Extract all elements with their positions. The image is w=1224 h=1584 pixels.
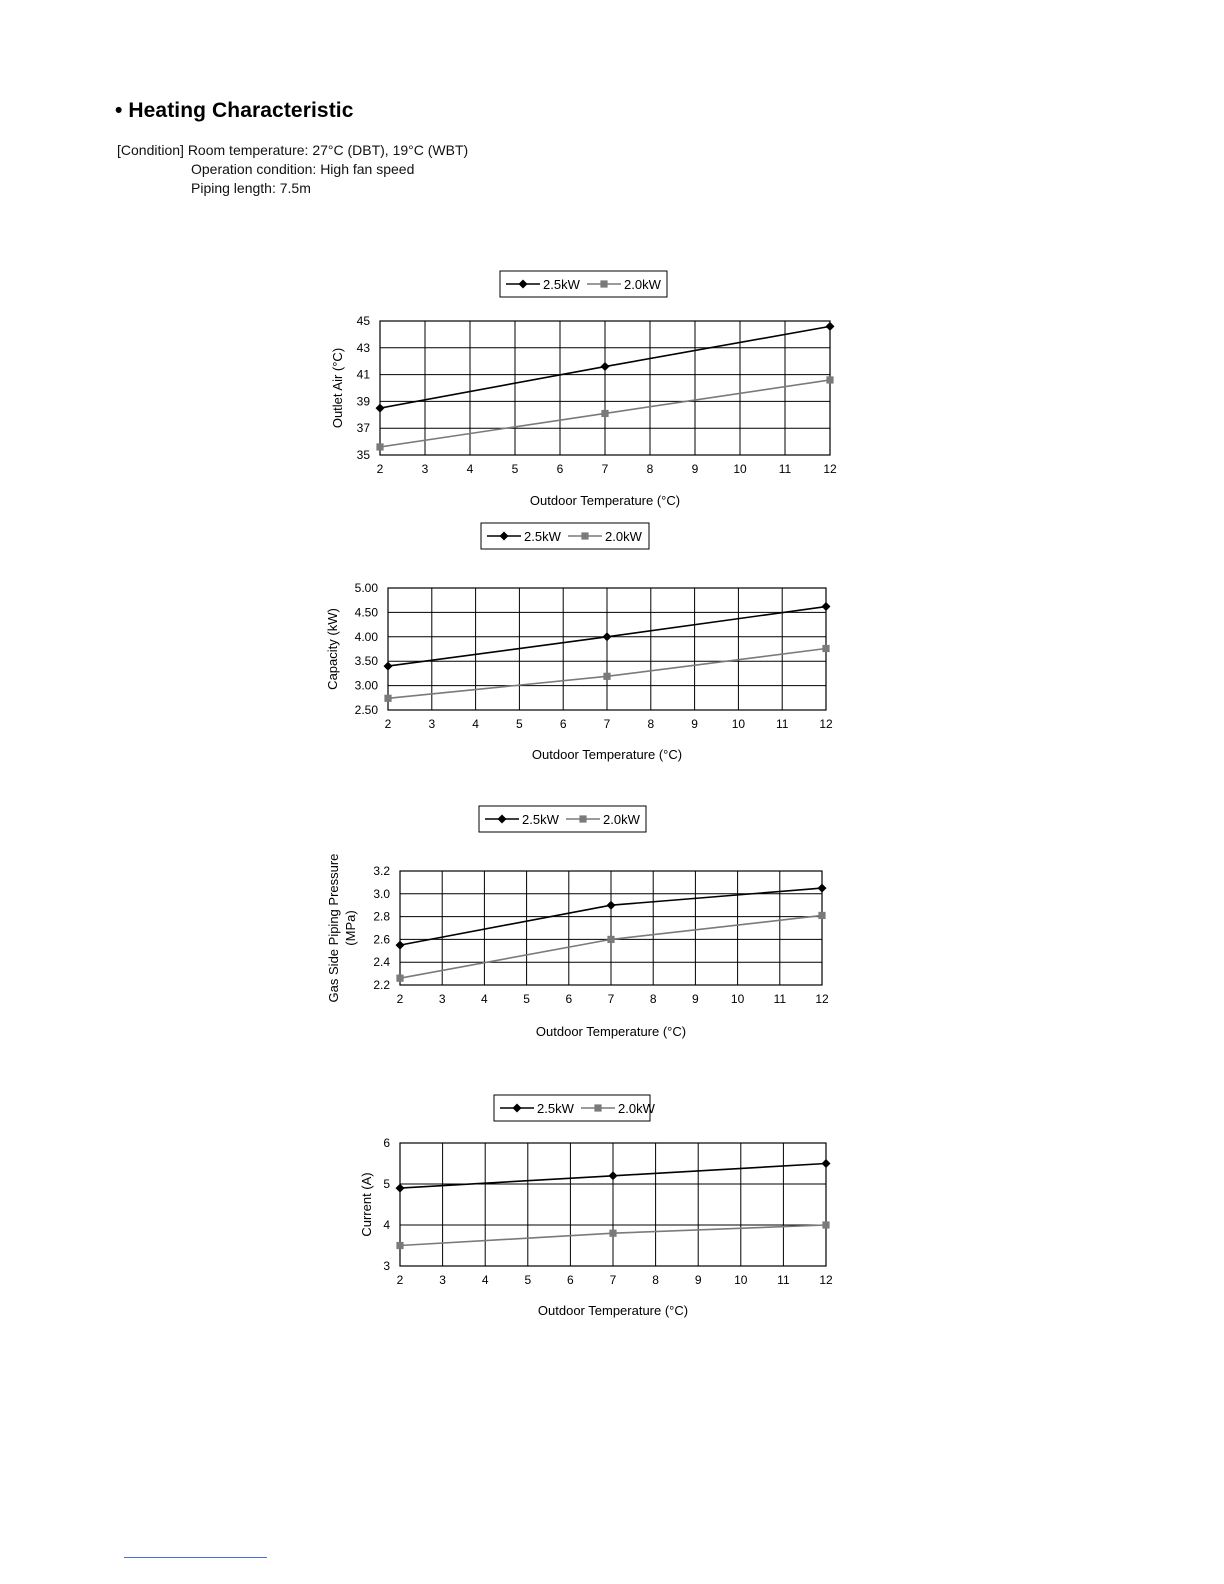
- x-tick-label: 12: [819, 1273, 833, 1287]
- x-tick-label: 7: [607, 992, 615, 1006]
- y-tick-label: 5.00: [354, 581, 378, 595]
- data-point-2-5kw: [376, 404, 385, 413]
- data-point-2-5kw: [609, 1171, 618, 1180]
- x-tick-label: 10: [734, 1273, 748, 1287]
- x-tick-label: 5: [516, 717, 523, 731]
- legend-square-marker: [579, 815, 586, 822]
- y-axis-title: Current (A): [359, 1172, 374, 1237]
- data-point-2-0kw: [607, 936, 614, 943]
- x-tick-label: 5: [524, 1273, 532, 1287]
- y-axis-title-unit: (MPa): [343, 910, 358, 946]
- capacity-chart: [0, 520, 1224, 785]
- y-tick-label: 2.4: [373, 955, 390, 970]
- legend-label: 2.5kW: [543, 277, 580, 292]
- grid: [380, 321, 830, 455]
- x-tick-label: 6: [559, 717, 567, 731]
- legend-label: 2.0kW: [603, 812, 640, 827]
- x-tick-label: 6: [567, 1273, 574, 1287]
- legend: [494, 1095, 656, 1121]
- data-point-2-0kw: [822, 645, 829, 652]
- x-tick-label: 8: [649, 992, 657, 1006]
- condition-operation: Operation condition: High fan speed: [191, 161, 415, 177]
- x-axis-title: Outdoor Temperature (°C): [529, 493, 681, 508]
- y-tick-label: 2.8: [373, 909, 390, 924]
- legend-label: 2.5kW: [522, 812, 559, 827]
- x-tick-label: 12: [823, 462, 837, 476]
- y-tick-label: 4: [383, 1218, 390, 1232]
- data-point-2-0kw: [384, 695, 391, 702]
- legend: [500, 271, 667, 297]
- x-tick-label: 5: [511, 462, 519, 476]
- data-point-2-0kw: [601, 410, 608, 417]
- x-tick-label: 10: [733, 462, 747, 476]
- y-tick-label: 6: [383, 1136, 390, 1150]
- data-point-2-5kw: [396, 941, 405, 950]
- data-point-2-5kw: [607, 901, 616, 910]
- x-tick-label: 5: [523, 992, 530, 1006]
- y-tick-label: 3.2: [373, 864, 390, 878]
- x-tick-label: 3: [439, 1273, 446, 1287]
- y-tick-label: 43: [356, 340, 370, 355]
- legend-label: 2.0kW: [618, 1101, 655, 1116]
- x-tick-label: 6: [565, 992, 573, 1006]
- data-point-2-0kw: [826, 376, 833, 383]
- legend-square-marker: [600, 280, 607, 287]
- legend-square-marker: [581, 532, 588, 539]
- x-tick-label: 11: [775, 717, 789, 731]
- data-point-2-5kw: [601, 362, 610, 371]
- x-axis-title: Outdoor Temperature (°C): [535, 1024, 687, 1039]
- legend: [481, 523, 649, 549]
- condition-piping-length: Piping length: 7.5m: [191, 180, 311, 196]
- x-tick-label: 11: [778, 462, 792, 476]
- data-point-2-0kw: [396, 975, 403, 982]
- data-point-2-0kw: [396, 1242, 403, 1249]
- x-tick-label: 4: [466, 462, 474, 476]
- y-tick-label: 45: [356, 314, 370, 328]
- data-point-2-0kw: [603, 673, 610, 680]
- legend-label: 2.0kW: [605, 529, 642, 544]
- y-tick-label: 3: [383, 1259, 390, 1273]
- data-point-2-0kw: [818, 912, 825, 919]
- x-tick-label: 3: [421, 462, 429, 476]
- y-tick-label: 2.2: [373, 978, 390, 992]
- x-tick-label: 2: [376, 462, 384, 476]
- data-point-2-5kw: [396, 1184, 405, 1193]
- x-tick-label: 8: [647, 717, 655, 731]
- legend-label: 2.5kW: [524, 529, 561, 544]
- x-tick-label: 9: [692, 992, 699, 1006]
- x-tick-label: 3: [428, 717, 436, 731]
- x-tick-label: 12: [819, 717, 833, 731]
- y-axis-title: Gas Side Piping Pressure: [326, 853, 341, 1003]
- grid: [400, 871, 822, 985]
- x-tick-label: 4: [481, 992, 488, 1006]
- data-point-2-5kw: [384, 662, 393, 671]
- outlet-air-chart: [0, 265, 1224, 530]
- x-tick-label: 2: [396, 992, 404, 1006]
- y-tick-label: 3.00: [354, 678, 378, 693]
- x-axis-title: Outdoor Temperature (°C): [531, 747, 683, 762]
- x-tick-label: 9: [694, 1273, 702, 1287]
- condition-room-temperature: [Condition] Room temperature: 27°C (DBT), 19°C (WBT): [117, 142, 469, 158]
- y-axis-title: Capacity (kW): [325, 608, 340, 690]
- data-point-2-0kw: [609, 1230, 616, 1237]
- gas-pressure-chart: [0, 800, 1224, 1065]
- x-tick-label: 2: [396, 1273, 404, 1287]
- data-point-2-5kw: [818, 884, 827, 893]
- y-tick-label: 3.0: [373, 886, 390, 901]
- footer-divider: [124, 1557, 267, 1558]
- current-chart: [0, 1090, 1224, 1355]
- x-tick-label: 10: [730, 992, 745, 1006]
- y-tick-label: 2.6: [373, 932, 390, 947]
- y-axis-title: Outlet Air (°C): [330, 347, 345, 429]
- y-tick-label: 2.50: [354, 703, 378, 717]
- y-tick-label: 4.50: [354, 605, 378, 620]
- x-tick-label: 7: [609, 1273, 617, 1287]
- y-tick-label: 37: [356, 421, 370, 436]
- x-tick-label: 9: [691, 717, 698, 731]
- x-tick-label: 8: [646, 462, 654, 476]
- x-tick-label: 4: [481, 1273, 489, 1287]
- x-tick-label: 11: [773, 992, 787, 1006]
- x-tick-label: 11: [777, 1273, 790, 1287]
- legend: [479, 806, 646, 832]
- data-point-2-5kw: [603, 632, 612, 641]
- y-tick-label: 41: [356, 367, 370, 382]
- data-point-2-5kw: [826, 322, 835, 331]
- legend-label: 2.0kW: [624, 277, 661, 292]
- data-point-2-5kw: [822, 602, 831, 611]
- legend-label: 2.5kW: [537, 1101, 574, 1116]
- x-tick-label: 6: [556, 462, 564, 476]
- data-point-2-5kw: [822, 1159, 831, 1168]
- x-tick-label: 3: [438, 992, 446, 1006]
- grid: [400, 1143, 826, 1266]
- y-tick-label: 5: [383, 1177, 390, 1191]
- x-tick-label: 4: [472, 717, 479, 731]
- x-tick-label: 12: [815, 992, 829, 1006]
- x-axis-title: Outdoor Temperature (°C): [537, 1303, 689, 1318]
- x-tick-label: 2: [384, 717, 392, 731]
- y-tick-label: 4.00: [354, 629, 378, 644]
- legend-square-marker: [594, 1104, 601, 1111]
- x-tick-label: 7: [603, 717, 611, 731]
- page-title: • Heating Characteristic: [115, 99, 354, 122]
- data-point-2-0kw: [376, 443, 383, 450]
- y-tick-label: 39: [356, 394, 370, 409]
- data-point-2-0kw: [822, 1221, 829, 1228]
- x-tick-label: 8: [652, 1273, 659, 1287]
- x-tick-label: 9: [691, 462, 699, 476]
- x-tick-label: 10: [731, 717, 746, 731]
- y-tick-label: 35: [356, 448, 370, 462]
- y-tick-label: 3.50: [354, 654, 378, 669]
- x-tick-label: 7: [601, 462, 609, 476]
